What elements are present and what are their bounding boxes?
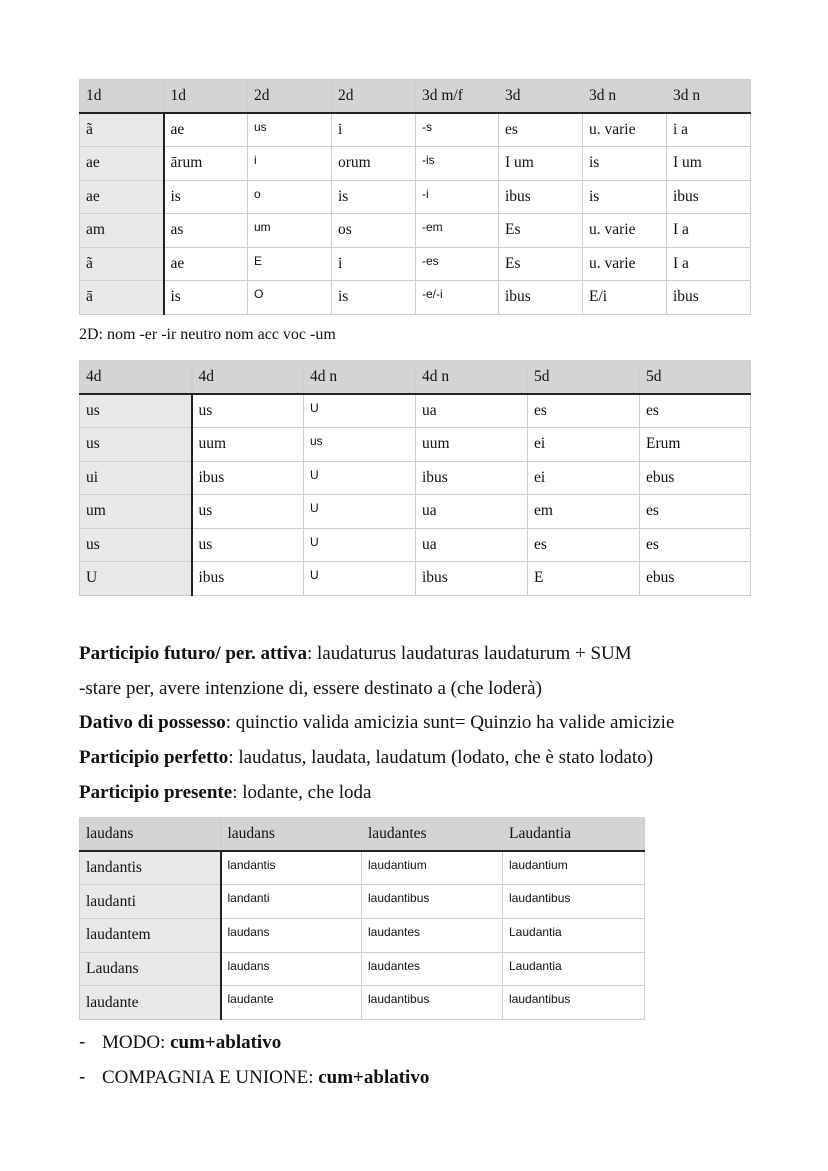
bullet-text: MODO:: [102, 1032, 171, 1053]
table-cell: laudantium: [503, 851, 645, 885]
table-row: [80, 281, 751, 315]
header-cell: 3d m/f: [416, 80, 499, 114]
header-cell: 3d n: [583, 80, 667, 114]
table-cell: us: [80, 394, 192, 428]
table-cell: U: [304, 562, 416, 596]
table-row: [80, 461, 751, 495]
table-cell: laudantibus: [362, 986, 503, 1020]
table-cell: Laudans: [80, 952, 221, 986]
bullet-bold: cum+ablativo: [170, 1032, 282, 1053]
table-cell: -is: [416, 147, 499, 181]
table-cell: ārum: [164, 147, 248, 181]
table-cell: ibus: [499, 281, 583, 315]
table-cell: laudantem: [80, 919, 221, 953]
declension-table-4-5: [79, 360, 751, 596]
table-cell: laudantibus: [503, 986, 645, 1020]
table-cell: U: [80, 562, 192, 596]
table-cell: ua: [416, 528, 528, 562]
table-row: [80, 986, 645, 1020]
table-cell: is: [164, 180, 248, 214]
bullet-marker: -: [79, 1067, 86, 1088]
header-cell: 5d: [528, 361, 640, 395]
table-cell: uum: [416, 428, 528, 462]
bullet-marker: -: [79, 1032, 86, 1053]
header-cell: laudans: [80, 818, 221, 852]
table-cell: E: [528, 562, 640, 596]
table-header-row: [80, 80, 751, 114]
header-cell: 2d: [332, 80, 416, 114]
header-cell: 3d n: [667, 80, 751, 114]
table-cell: em: [528, 495, 640, 529]
table-cell: -e/-i: [416, 281, 499, 315]
table-cell: laudanti: [80, 885, 221, 919]
table-cell: am: [80, 214, 164, 248]
header-cell: 2d: [248, 80, 332, 114]
table-row: [80, 394, 751, 428]
table-cell: os: [332, 214, 416, 248]
table-cell: I um: [667, 147, 751, 181]
table-cell: Es: [499, 247, 583, 281]
table-cell: laudantes: [362, 952, 503, 986]
table-cell: es: [528, 394, 640, 428]
table-cell: E/i: [583, 281, 667, 315]
table-cell: ibus: [416, 562, 528, 596]
bullet-item: [79, 1031, 281, 1055]
table-cell: i: [332, 247, 416, 281]
table-cell: ã: [80, 247, 164, 281]
table-cell: um: [248, 214, 332, 248]
table-cell: o: [248, 180, 332, 214]
declension-note: 2D: nom -er -ir neutro nom acc voc -um: [79, 326, 336, 343]
table-cell: us: [80, 528, 192, 562]
table-row: [80, 113, 751, 147]
table-cell: laudantibus: [503, 885, 645, 919]
table-cell: Es: [499, 214, 583, 248]
term-text: -stare per, avere intenzione di, essere destinato a (che loderà): [79, 678, 542, 699]
header-cell: laudans: [221, 818, 362, 852]
table-row: [80, 851, 645, 885]
paragraph-participio-presente: [79, 781, 371, 805]
table-cell: ibus: [192, 562, 304, 596]
table-cell: I um: [499, 147, 583, 181]
table-cell: is: [583, 180, 667, 214]
table-cell: ui: [80, 461, 192, 495]
table-cell: E: [248, 247, 332, 281]
table-cell: laudantibus: [362, 885, 503, 919]
table-cell: -es: [416, 247, 499, 281]
table-cell: laudante: [221, 986, 362, 1020]
term-label: Dativo di possesso: [79, 712, 226, 733]
table-cell: um: [80, 495, 192, 529]
table-cell: u. varie: [583, 214, 667, 248]
bullet-bold: cum+ablativo: [318, 1067, 430, 1088]
table-cell: Laudantia: [503, 919, 645, 953]
table-cell: U: [304, 528, 416, 562]
table-cell: uum: [192, 428, 304, 462]
header-cell: 3d: [499, 80, 583, 114]
table-cell: es: [640, 394, 751, 428]
table-cell: laudans: [221, 952, 362, 986]
table-cell: u. varie: [583, 247, 667, 281]
table-row: [80, 428, 751, 462]
table-cell: Erum: [640, 428, 751, 462]
table-row: [80, 562, 751, 596]
table-cell: is: [164, 281, 248, 315]
table-row: [80, 247, 751, 281]
table-cell: U: [304, 394, 416, 428]
table-cell: laudantium: [362, 851, 503, 885]
table-cell: i a: [667, 113, 751, 147]
table-cell: landantis: [80, 851, 221, 885]
table-header-row: [80, 818, 645, 852]
table-cell: ae: [80, 147, 164, 181]
header-cell: 4d n: [304, 361, 416, 395]
table-cell: ã: [80, 113, 164, 147]
table-cell: i: [248, 147, 332, 181]
paragraph-meaning: [79, 677, 542, 701]
table-row: [80, 180, 751, 214]
table-cell: ebus: [640, 461, 751, 495]
header-cell: 1d: [164, 80, 248, 114]
table-row: [80, 919, 645, 953]
table-cell: ei: [528, 428, 640, 462]
bullet-item: [79, 1066, 429, 1090]
term-text: : lodante, che loda: [232, 782, 372, 803]
term-text: : laudatus, laudata, laudatum (lodato, che è stato lodato): [228, 747, 654, 768]
table-cell: i: [332, 113, 416, 147]
table-cell: I a: [667, 247, 751, 281]
table-cell: laudante: [80, 986, 221, 1020]
table-row: [80, 214, 751, 248]
table-cell: ae: [164, 113, 248, 147]
table-cell: ibus: [667, 281, 751, 315]
header-cell: 4d: [192, 361, 304, 395]
table-cell: is: [332, 281, 416, 315]
table-cell: ei: [528, 461, 640, 495]
table-cell: -i: [416, 180, 499, 214]
table-cell: laudantes: [362, 919, 503, 953]
table-cell: es: [640, 495, 751, 529]
table-row: [80, 147, 751, 181]
table-cell: es: [640, 528, 751, 562]
table-header-row: [80, 361, 751, 395]
header-cell: 1d: [80, 80, 164, 114]
table-cell: is: [583, 147, 667, 181]
table-cell: es: [528, 528, 640, 562]
header-cell: Laudantia: [503, 818, 645, 852]
table-cell: landantis: [221, 851, 362, 885]
table-cell: us: [192, 394, 304, 428]
table-row: [80, 952, 645, 986]
declension-table-1-3: [79, 79, 751, 315]
table-cell: ua: [416, 394, 528, 428]
paragraph-dativo: [79, 711, 674, 735]
table-cell: I a: [667, 214, 751, 248]
table-row: [80, 495, 751, 529]
table-cell: is: [332, 180, 416, 214]
table-cell: us: [304, 428, 416, 462]
table-cell: ibus: [416, 461, 528, 495]
participle-table: [79, 817, 645, 1020]
table-cell: us: [80, 428, 192, 462]
paragraph-participio-perfetto: [79, 746, 653, 770]
table-cell: ibus: [667, 180, 751, 214]
table-cell: Laudantia: [503, 952, 645, 986]
header-cell: 4d n: [416, 361, 528, 395]
table-cell: ibus: [192, 461, 304, 495]
table-cell: O: [248, 281, 332, 315]
term-label: Participio perfetto: [79, 747, 229, 768]
table-cell: U: [304, 461, 416, 495]
table-cell: ua: [416, 495, 528, 529]
table-cell: orum: [332, 147, 416, 181]
table-cell: laudans: [221, 919, 362, 953]
term-label: Participio presente: [79, 782, 233, 803]
table-cell: U: [304, 495, 416, 529]
header-cell: laudantes: [362, 818, 503, 852]
header-cell: 5d: [640, 361, 751, 395]
paragraph-participio-futuro: [79, 642, 632, 666]
term-text: : quinctio valida amicizia sunt= Quinzio ha valide amicizie: [225, 712, 675, 733]
table-cell: ae: [164, 247, 248, 281]
table-cell: ae: [80, 180, 164, 214]
term-label: Participio futuro/ per. attiva: [79, 643, 307, 664]
table-cell: -s: [416, 113, 499, 147]
table-cell: us: [248, 113, 332, 147]
bullet-text: COMPAGNIA E UNIONE:: [102, 1067, 319, 1088]
table-cell: -em: [416, 214, 499, 248]
table-cell: us: [192, 495, 304, 529]
table-cell: landanti: [221, 885, 362, 919]
table-cell: ā: [80, 281, 164, 315]
table-cell: ebus: [640, 562, 751, 596]
table-cell: ibus: [499, 180, 583, 214]
table-row: [80, 885, 645, 919]
table-row: [80, 528, 751, 562]
term-text: : laudaturus laudaturas laudaturum + SUM: [306, 643, 632, 664]
table-cell: us: [192, 528, 304, 562]
table-cell: es: [499, 113, 583, 147]
header-cell: 4d: [80, 361, 192, 395]
table-cell: u. varie: [583, 113, 667, 147]
table-cell: as: [164, 214, 248, 248]
